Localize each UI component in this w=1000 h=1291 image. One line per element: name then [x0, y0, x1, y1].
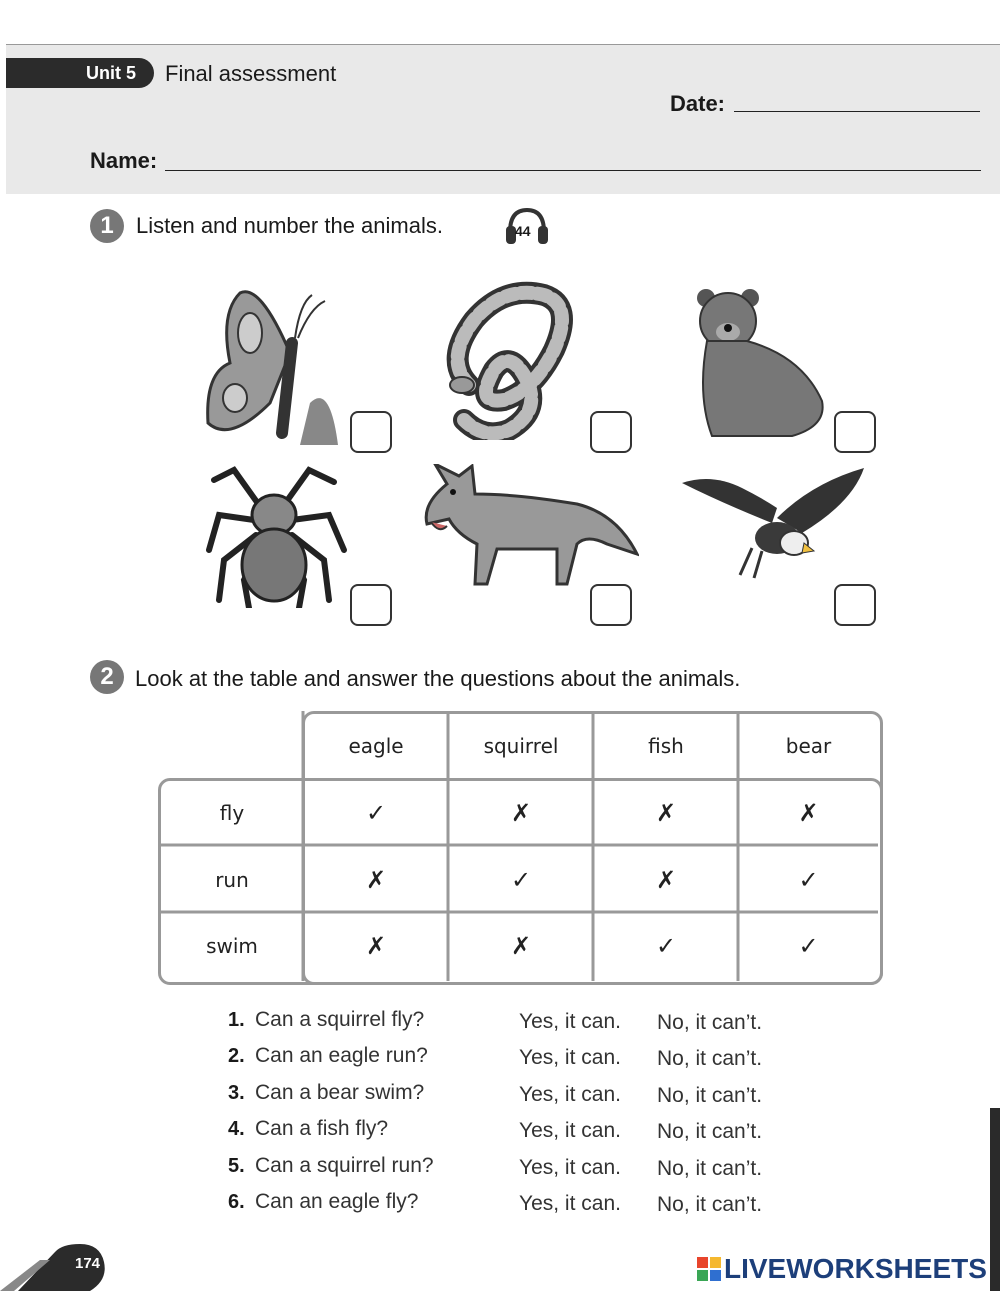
bear-image — [692, 286, 832, 444]
option-no[interactable]: No, it can’t. — [657, 1193, 763, 1216]
unit-label: Unit 5 — [86, 63, 137, 83]
question-number: 5. — [228, 1155, 245, 1177]
butterfly-image — [200, 283, 340, 445]
question-number: 1. — [228, 1009, 245, 1031]
eagle-image — [682, 463, 864, 581]
option-no[interactable]: No, it can’t. — [657, 1157, 763, 1180]
option-yes[interactable]: Yes, it can. — [519, 1119, 621, 1142]
wolf-image — [417, 464, 639, 588]
option-yes[interactable]: Yes, it can. — [519, 1046, 621, 1069]
question-text: Can a bear swim? — [255, 1081, 425, 1104]
option-yes[interactable]: Yes, it can. — [519, 1010, 621, 1033]
option-no[interactable]: No, it can’t. — [657, 1120, 763, 1143]
name-field[interactable] — [165, 170, 981, 171]
table-row-label-swim: swim — [206, 934, 258, 958]
table-header-eagle: eagle — [348, 734, 404, 758]
question-number: 3. — [228, 1082, 245, 1104]
answer-box-eagle[interactable] — [834, 584, 876, 626]
table-cell-fly-eagle: ✓ — [365, 799, 387, 827]
question-text: Can an eagle run? — [255, 1044, 428, 1067]
unit-title: Final assessment — [165, 61, 337, 86]
answer-box-snake[interactable] — [590, 411, 632, 453]
table-cell-swim-fish: ✓ — [655, 932, 677, 960]
question-number: 4. — [228, 1118, 245, 1140]
question-text: Can a fish fly? — [255, 1117, 389, 1140]
answer-box-butterfly[interactable] — [350, 411, 392, 453]
question-text: Can an eagle fly? — [255, 1190, 419, 1213]
question-number: 2. — [228, 1045, 245, 1067]
name-label: Name: — [90, 148, 158, 173]
date-field[interactable] — [734, 111, 980, 112]
table-cell-swim-squirrel: ✗ — [510, 932, 532, 960]
table-header-bear: bear — [785, 734, 832, 758]
table-cell-fly-fish: ✗ — [655, 799, 677, 827]
option-yes[interactable]: Yes, it can. — [519, 1083, 621, 1106]
question-text: Can a squirrel fly? — [255, 1008, 425, 1031]
table-cell-fly-squirrel: ✗ — [510, 799, 532, 827]
exercise-1-number: 1 — [90, 209, 124, 243]
table-header-fish: fish — [648, 734, 684, 758]
snake-image — [434, 280, 584, 440]
question-text: Can a squirrel run? — [255, 1154, 434, 1177]
option-yes[interactable]: Yes, it can. — [519, 1192, 621, 1215]
top-rule — [6, 44, 1000, 45]
table-cell-swim-bear: ✓ — [798, 932, 819, 960]
page-edge-bar — [990, 1108, 1000, 1291]
option-no[interactable]: No, it can’t. — [657, 1084, 763, 1107]
date-label: Date: — [670, 91, 726, 116]
table-cell-run-bear: ✓ — [798, 866, 819, 894]
table-cell-swim-eagle: ✗ — [365, 932, 387, 960]
exercise-2-title: Look at the table and answer the questions about the animals. — [135, 666, 741, 691]
table-cell-fly-bear: ✗ — [798, 799, 819, 827]
option-no[interactable]: No, it can’t. — [657, 1047, 763, 1070]
option-no[interactable]: No, it can’t. — [657, 1011, 763, 1034]
answer-box-bear[interactable] — [834, 411, 876, 453]
spider-image — [204, 460, 349, 608]
option-yes[interactable]: Yes, it can. — [519, 1156, 621, 1179]
table-row-label-run: run — [215, 868, 249, 892]
table-row-label-fly: fly — [219, 801, 245, 825]
question-number: 6. — [228, 1191, 245, 1213]
table-cell-run-squirrel: ✓ — [510, 866, 532, 894]
answer-box-wolf[interactable] — [590, 584, 632, 626]
page-number: 174 — [75, 1255, 101, 1272]
table-cell-run-fish: ✗ — [655, 866, 677, 894]
exercise-1-title: Listen and number the animals. — [136, 213, 443, 238]
audio-track-number: 44 — [515, 223, 531, 239]
liveworksheets-logo-icon — [697, 1257, 721, 1281]
liveworksheets-brand: LIVEWORKSHEETS — [724, 1253, 987, 1284]
exercise-2-number: 2 — [90, 660, 124, 694]
table-header-squirrel: squirrel — [483, 734, 559, 758]
answer-box-spider[interactable] — [350, 584, 392, 626]
table-cell-run-eagle: ✗ — [365, 866, 387, 894]
